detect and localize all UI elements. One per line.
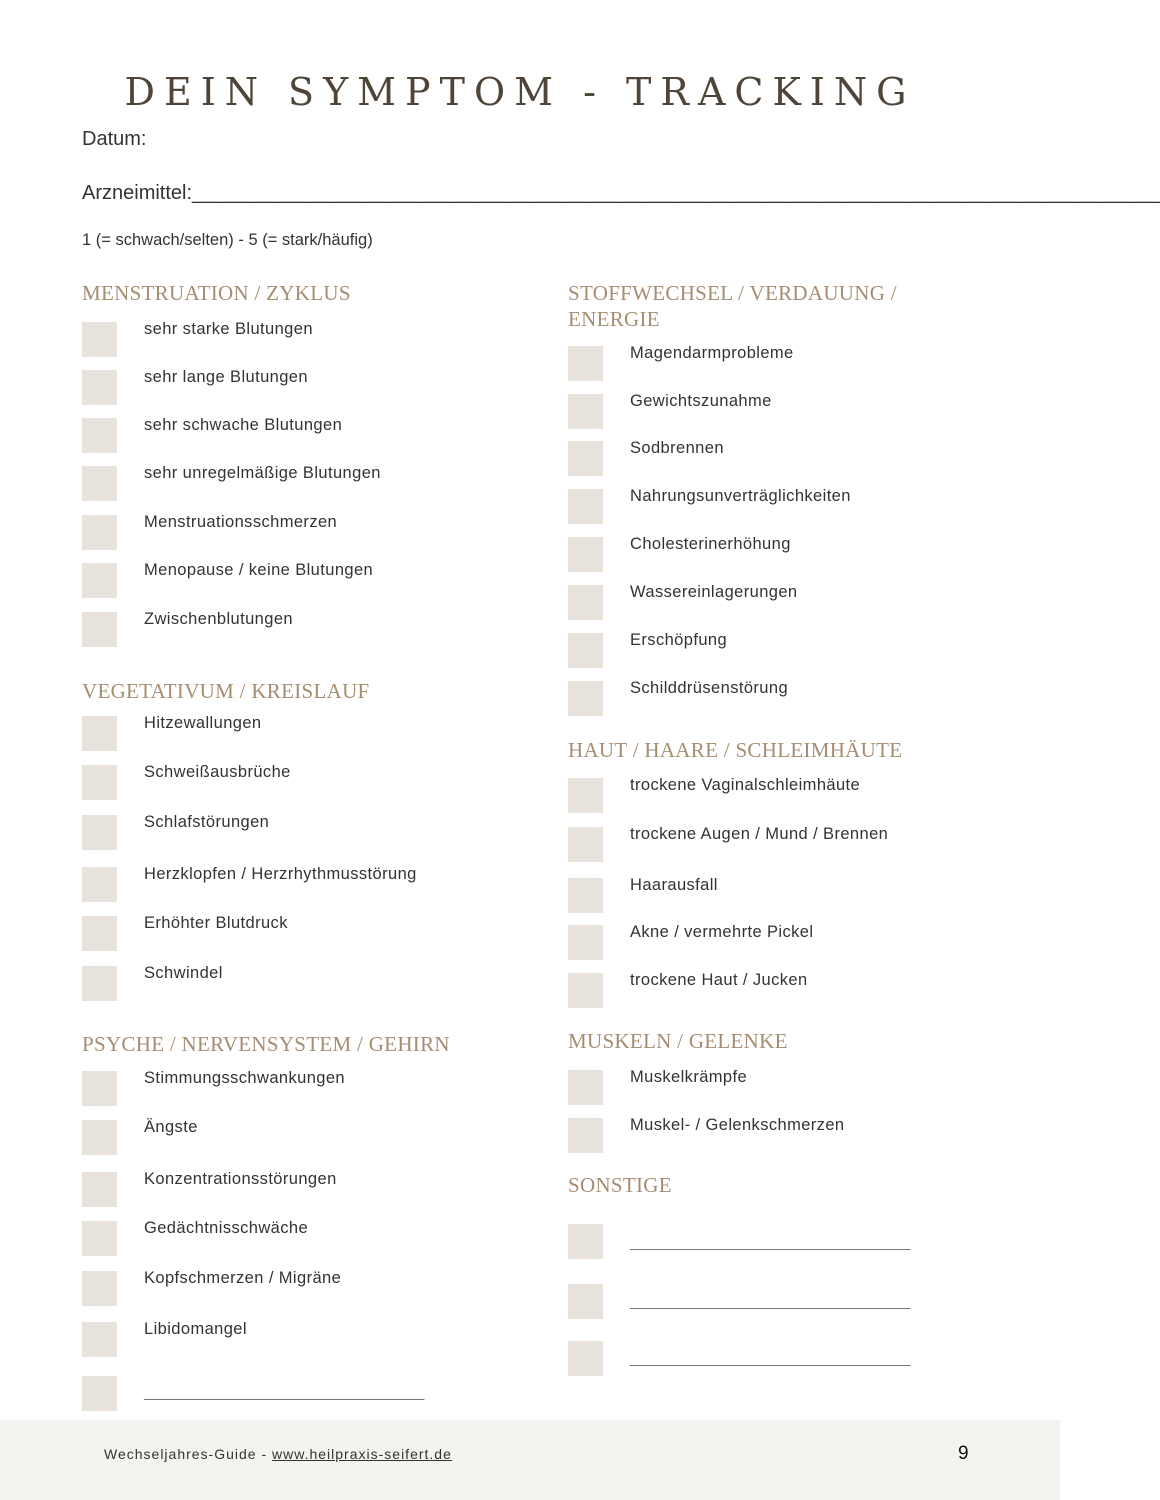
checkbox[interactable] [82,815,117,850]
checkbox[interactable] [568,394,603,429]
footer-text [104,1446,452,1462]
symptom-label: Menstruationsschmerzen [144,513,338,531]
symptom-label: Muskelkrämpfe [630,1068,748,1086]
blank-line[interactable]: ____________________________________ [630,1350,911,1366]
blank-line[interactable]: ____________________________________ [630,1234,911,1250]
page-title: DEIN SYMPTOM - TRACKING [124,70,916,114]
checkbox[interactable] [568,346,603,381]
checkbox[interactable] [82,563,117,598]
checkbox[interactable] [568,878,603,913]
checkbox[interactable] [568,1070,603,1105]
checkbox[interactable] [82,1071,117,1106]
blank-line[interactable]: ____________________________________ [144,1384,425,1400]
checkbox[interactable] [82,916,117,951]
symptom-label: Konzentrationsstörungen [144,1170,337,1188]
symptom-label: Gedächtnisschwäche [144,1219,309,1237]
symptom-label: Wassereinlagerungen [630,583,798,601]
checkbox[interactable] [568,585,603,620]
symptom-label: sehr unregelmäßige Blutungen [144,464,381,482]
symptom-label: Schlafstörungen [144,813,270,831]
checkbox[interactable] [568,1341,603,1376]
checkbox[interactable] [82,612,117,647]
symptom-label: Ängste [144,1118,198,1136]
checkbox[interactable] [82,1322,117,1357]
checkbox[interactable] [82,1120,117,1155]
checkbox[interactable] [82,966,117,1001]
medication-field[interactable]: Arzneimittel:_______________________________________________________________________________________ [82,182,1160,204]
checkbox[interactable] [568,537,603,572]
checkbox[interactable] [568,633,603,668]
footer-website-link[interactable]: www.heilpraxis-seifert.de [272,1446,452,1462]
checkbox[interactable] [568,778,603,813]
page-footer [0,1420,1060,1500]
symptom-label: Libidomangel [144,1320,247,1338]
section-title-psyche: PSYCHE / NERVENSYSTEM / GEHIRN [82,1032,450,1056]
checkbox[interactable] [82,867,117,902]
symptom-label: Haarausfall [630,876,718,894]
blank-line[interactable]: ____________________________________ [630,1293,911,1309]
checkbox[interactable] [82,466,117,501]
symptom-label: Sodbrennen [630,439,724,457]
checkbox[interactable] [82,1271,117,1306]
page-number: 9 [958,1443,969,1464]
symptom-label: sehr starke Blutungen [144,320,313,338]
checkbox[interactable] [568,1118,603,1153]
section-title-sonstige: SONSTIGE [568,1173,672,1197]
section-title-stoffwechsel: STOFFWECHSEL / VERDAUUNG / ENERGIE [568,281,897,331]
symptom-label: Erschöpfung [630,631,728,649]
symptom-label: Nahrungsunverträglichkeiten [630,487,851,505]
symptom-label: Gewichtszunahme [630,392,772,410]
checkbox[interactable] [82,418,117,453]
checkbox[interactable] [568,973,603,1008]
checkbox[interactable] [568,925,603,960]
checkbox[interactable] [568,441,603,476]
section-title-vegetativum: VEGETATIVUM / KREISLAUF [82,679,370,703]
date-label: Datum: [82,128,147,150]
symptom-label: Menopause / keine Blutungen [144,561,374,579]
checkbox[interactable] [568,827,603,862]
checkbox[interactable] [568,1284,603,1319]
symptom-label: Kopfschmerzen / Migräne [144,1269,342,1287]
checkbox[interactable] [568,1224,603,1259]
checkbox[interactable] [568,489,603,524]
symptom-label: Akne / vermehrte Pickel [630,923,814,941]
symptom-label: sehr lange Blutungen [144,368,308,386]
symptom-label: Schilddrüsenstörung [630,679,789,697]
symptom-label: Herzklopfen / Herzrhythmusstörung [144,865,417,883]
checkbox[interactable] [82,322,117,357]
footer-guide-label: Wechseljahres-Guide - [104,1446,273,1462]
checkbox[interactable] [82,515,117,550]
symptom-label: Cholesterinerhöhung [630,535,791,553]
checkbox[interactable] [82,765,117,800]
section-title-muskeln: MUSKELN / GELENKE [568,1029,788,1053]
symptom-label: Schwindel [144,964,223,982]
symptom-label: trockene Vaginalschleimhäute [630,776,861,794]
symptom-label: Magendarmprobleme [630,344,794,362]
symptom-label: Muskel- / Gelenkschmerzen [630,1116,845,1134]
symptom-label: Zwischenblutungen [144,610,293,628]
checkbox[interactable] [82,1221,117,1256]
checkbox[interactable] [82,716,117,751]
symptom-label: trockene Augen / Mund / Brennen [630,825,889,843]
section-title-haut: HAUT / HAARE / SCHLEIMHÄUTE [568,738,903,762]
symptom-label: Stimmungsschwankungen [144,1069,346,1087]
checkbox[interactable] [82,1172,117,1207]
scale-hint: 1 (= schwach/selten) - 5 (= stark/häufig) [82,231,373,249]
symptom-label: Schweißausbrüche [144,763,291,781]
checkbox[interactable] [82,1376,117,1411]
section-title-menstruation: MENSTRUATION / ZYKLUS [82,281,351,305]
symptom-label: Erhöhter Blutdruck [144,914,288,932]
symptom-label: sehr schwache Blutungen [144,416,343,434]
symptom-label: trockene Haut / Jucken [630,971,808,989]
checkbox[interactable] [568,681,603,716]
checkbox[interactable] [82,370,117,405]
symptom-label: Hitzewallungen [144,714,262,732]
